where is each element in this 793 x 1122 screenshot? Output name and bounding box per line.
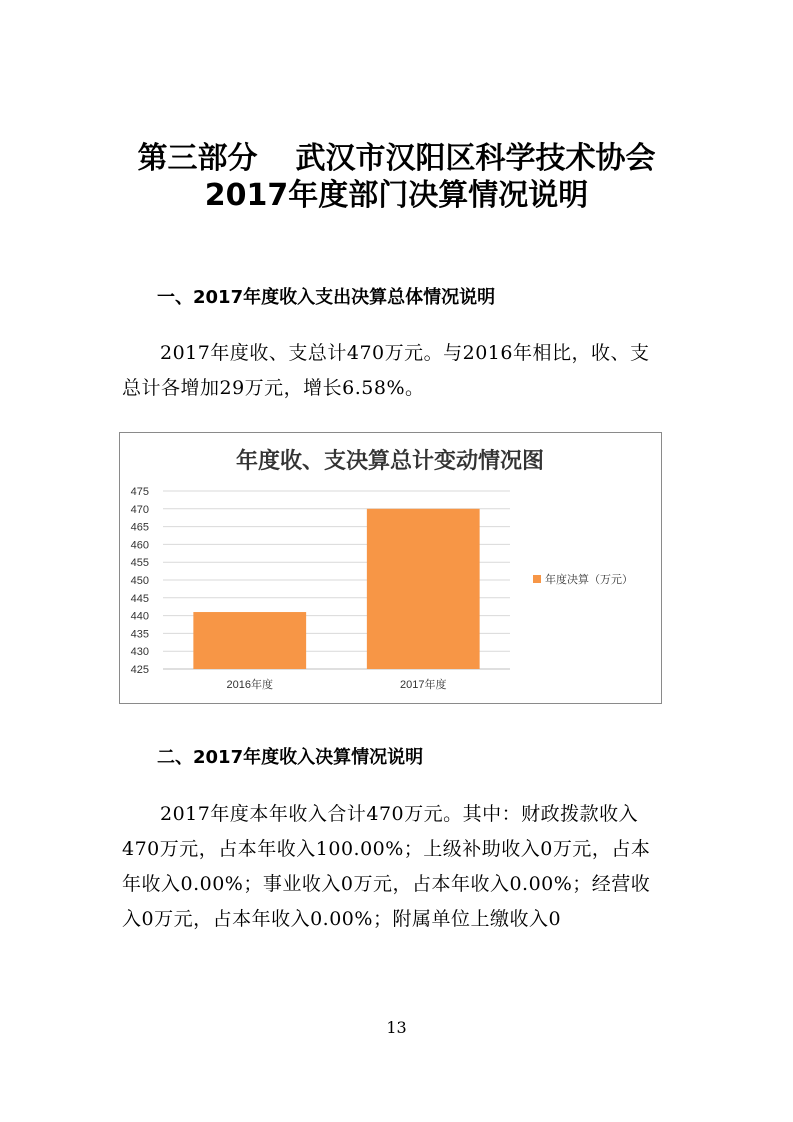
- legend-label: 年度决算（万元）: [545, 574, 633, 586]
- y-tick-label: 440: [130, 610, 149, 623]
- title-part-label: 第三部分: [137, 141, 258, 176]
- page-title-line-1: [0, 140, 793, 178]
- y-tick-label: 445: [130, 592, 149, 605]
- bar-2017年度: [367, 509, 480, 669]
- x-tick-label: 2017年度: [400, 679, 447, 691]
- y-tick-label: 455: [130, 557, 149, 570]
- y-tick-label: 435: [130, 628, 149, 641]
- title-organization: 武汉市汉阳区科学技术协会: [295, 141, 656, 176]
- y-tick-label: 475: [130, 486, 149, 498]
- x-tick-label: 2016年度: [226, 679, 273, 691]
- section-2-paragraph: [122, 797, 667, 937]
- section-1-heading: 一、2017年度收入支出决算总体情况说明: [157, 287, 496, 308]
- y-tick-label: 450: [130, 575, 149, 587]
- section-1-text: 2017年度收、支总计470万元。与2016年相比，收、支总计各增加29万元，增长6.58%。: [122, 342, 650, 399]
- section-2-text: 2017年度本年收入合计470万元。其中：财政拨款收入470万元，占本年收入100.00%；上级补助收入0万元，占本年收入0.00%；事业收入0万元，占本年收入0.00%；经营收入0万元，占本年收入0.00%；附属单位上缴收入0: [122, 803, 651, 930]
- chart-container: [119, 432, 662, 704]
- chart-title: 年度收、支决算总计变动情况图: [235, 448, 545, 473]
- y-tick-label: 430: [130, 646, 149, 659]
- section-1-paragraph: [122, 336, 667, 406]
- bar-2016年度: [193, 612, 306, 669]
- page-number: 13: [386, 1018, 407, 1037]
- y-tick-label: 470: [130, 503, 149, 516]
- y-tick-label: 425: [130, 664, 149, 676]
- legend-swatch: [533, 575, 541, 583]
- y-tick-label: 465: [130, 521, 149, 534]
- bar-chart: [120, 433, 661, 703]
- page-title-line-2: 2017年度部门决算情况说明: [204, 178, 589, 213]
- y-tick-label: 460: [130, 539, 149, 552]
- section-2-heading: 二、2017年度收入决算情况说明: [157, 747, 424, 768]
